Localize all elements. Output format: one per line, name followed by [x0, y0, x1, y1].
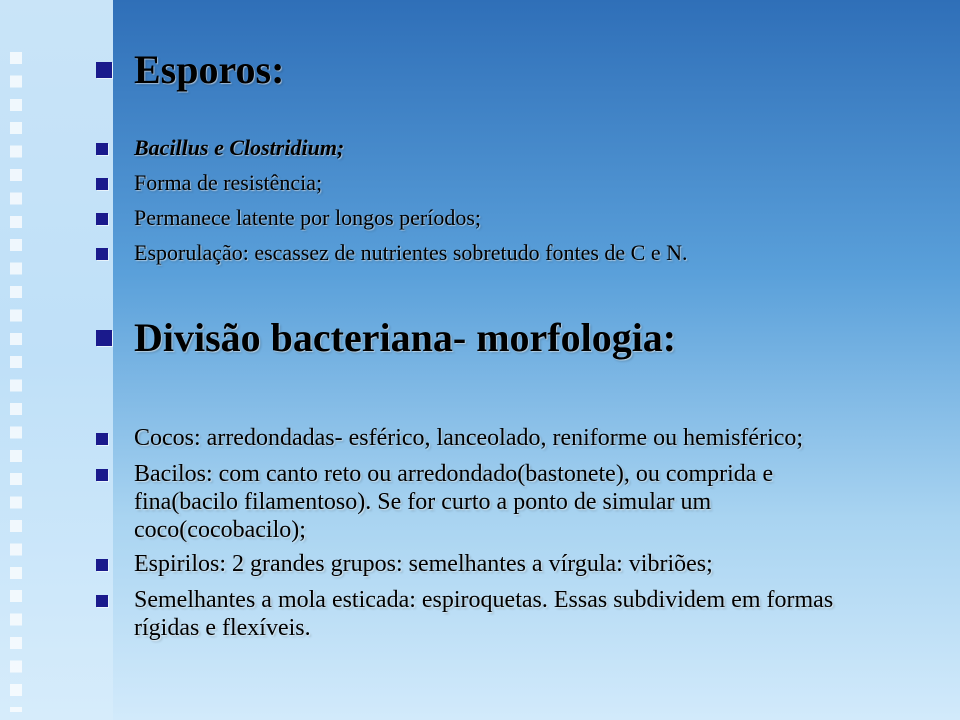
bullet-square-icon	[96, 330, 112, 346]
bullet-square-icon	[96, 248, 108, 260]
list-item-text: Espirilos: 2 grandes grupos: semelhantes a vírgula: vibriões;	[134, 551, 713, 577]
list-item-text: Permanece latente por longos períodos;	[134, 205, 482, 230]
bullet-square-icon	[96, 559, 108, 571]
bullet-square-icon	[96, 469, 108, 481]
heading-text: Divisão bacteriana- morfologia:	[134, 315, 677, 360]
bullet-square-icon	[96, 213, 108, 225]
list-item-text: Bacillus e Clostridium;	[134, 135, 345, 160]
list-item-text: Esporulação: escassez de nutrientes sobretudo fontes de C e N.	[134, 240, 688, 265]
bullet-square-icon	[96, 62, 112, 78]
list-item-text: Bacilos: com canto reto ou arredondado(bastonete), ou comprida e fina(bacilo filamentoso). Se for curto a ponto de simular um coco(cocobacilo);	[134, 461, 774, 543]
heading-text: Esporos:	[134, 47, 285, 92]
list-item-text: Forma de resistência;	[134, 170, 323, 195]
bullet-square-icon	[96, 433, 108, 445]
list-item-text: Cocos: arredondadas- esférico, lanceolado, reniforme ou hemisférico;	[134, 425, 804, 451]
bullet-square-icon	[96, 595, 108, 607]
decorative-squares	[10, 52, 26, 712]
left-decorative-strip	[0, 0, 113, 720]
bullet-square-icon	[96, 143, 108, 155]
list-item-text: Semelhantes a mola esticada: espiroquetas. Essas subdividem em formas rígidas e flexíveis.	[134, 587, 834, 641]
bullet-square-icon	[96, 178, 108, 190]
